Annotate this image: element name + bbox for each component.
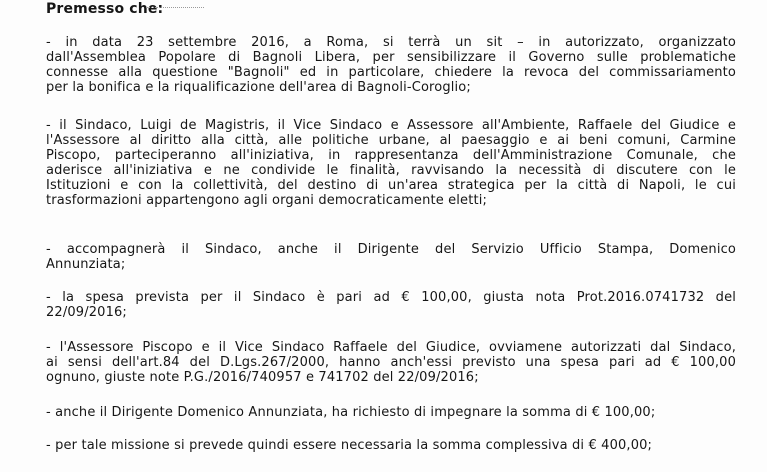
paragraph-sit-in [46, 35, 736, 95]
text-line: trasformazioni appartengono agli organi democraticamente eletti; [46, 193, 487, 208]
text-line: - per tale missione si prevede quindi essere necessaria la somma complessiva di € 400,00; [46, 438, 653, 453]
scribble-mark [146, 7, 204, 10]
text-line: Istituzioni e con la collettività, del destino di un'area strategica per la città di Napoli, le cui [46, 178, 736, 193]
paragraph-totale [46, 438, 736, 453]
paragraph-impegno [46, 405, 736, 420]
text-line: aderisce all'iniziativa e ne condivide le finalità, ravvisando la necessità di discutere con le [46, 163, 736, 178]
section-heading: Premesso che: [46, 1, 164, 17]
text-line: 22/09/2016; [46, 305, 127, 320]
text-line: - anche il Dirigente Domenico Annunziata, ha richiesto di impegnare la somma di € 100,00; [46, 405, 656, 420]
text-line: ai sensi dell'art.84 del D.Lgs.267/2000, hanno anch'essi previsto una spesa pari ad € 100,00 [46, 355, 736, 370]
text-line: per la bonifica e la riqualificazione dell'area di Bagnoli-Coroglio; [46, 80, 471, 95]
text-line: ognuno, giuste note P.G./2016/740957 e 741702 del 22/09/2016; [46, 370, 479, 385]
paragraph-participants [46, 118, 736, 208]
paragraph-dirigente [46, 242, 736, 272]
paragraph-spesa-sindaco [46, 290, 736, 320]
text-line: connesse alla questione "Bagnoli" ed in particolare, chiedere la revoca del commissariamento [46, 65, 736, 80]
text-line: - l'Assessore Piscopo e il Vice Sindaco Raffaele del Giudice, ovviamene autorizzati dal Sindaco, [46, 340, 736, 355]
text-line: Annunziata; [46, 257, 126, 272]
text-line: l'Assessore al diritto alla città, alle politiche urbane, al paesaggio e ai beni comuni, Carmine [46, 133, 736, 148]
text-line: Piscopo, parteciperanno all'iniziativa, in rappresentanza dell'Amministrazione Comunale, che [46, 148, 736, 163]
text-line: - accompagnerà il Sindaco, anche il Dirigente del Servizio Ufficio Stampa, Domenico [46, 242, 736, 257]
text-line: - la spesa prevista per il Sindaco è pari ad € 100,00, giusta nota Prot.2016.0741732 del [46, 290, 736, 305]
text-line: - il Sindaco, Luigi de Magistris, il Vice Sindaco e Assessore all'Ambiente, Raffaele del Giudice e [46, 118, 736, 133]
paragraph-assessori [46, 340, 736, 385]
text-line: - in data 23 settembre 2016, a Roma, si terrà un sit – in autorizzato, organizzato [46, 35, 736, 50]
text-line: dall'Assemblea Popolare di Bagnoli Libera, per sensibilizzare il Governo sulle problematiche [46, 50, 736, 65]
